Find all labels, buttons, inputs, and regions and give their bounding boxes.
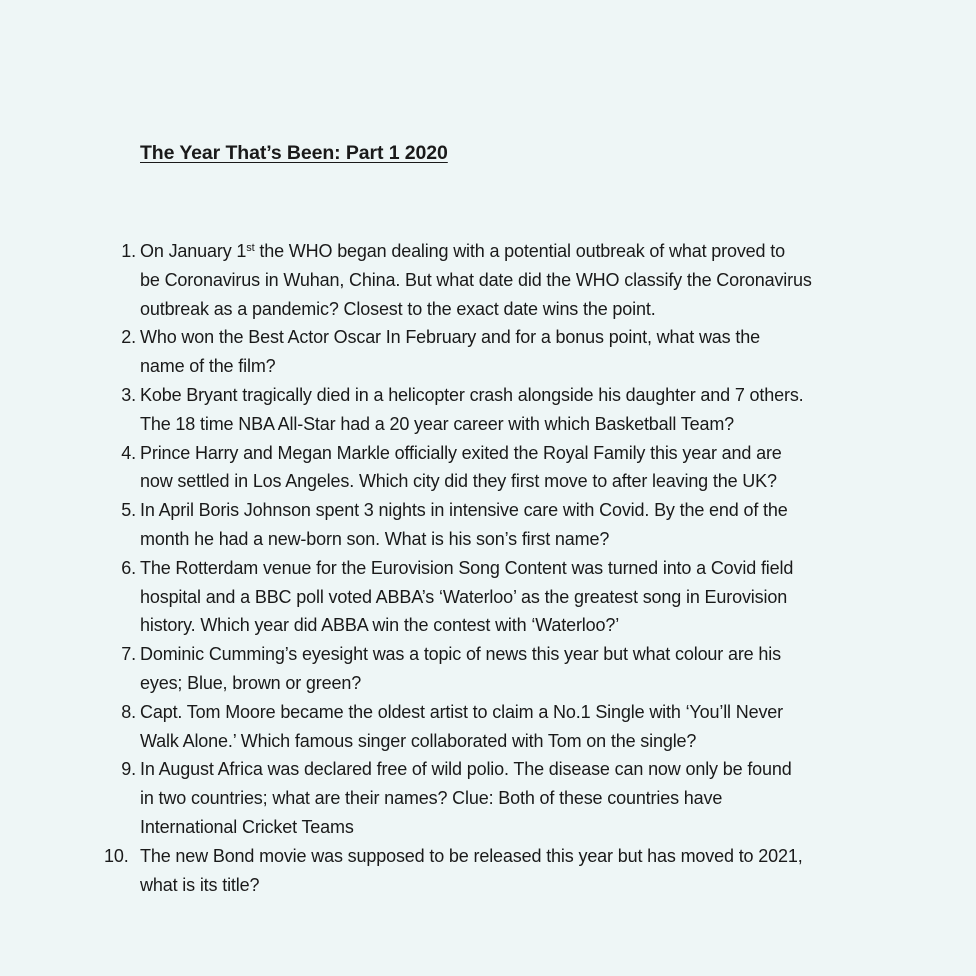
question-text-line: now settled in Los Angeles. Which city did they first move to after leaving the UK? (140, 471, 777, 492)
question-text-line: Kobe Bryant tragically died in a helicopter crash alongside his daughter and 7 others. (140, 384, 804, 405)
question-text-line: hospital and a BBC poll voted ABBA’s ‘Waterloo’ as the greatest song in Eurovision (140, 586, 788, 607)
question-text-line: eyes; Blue, brown or green? (140, 672, 362, 693)
question-list (104, 237, 904, 899)
question-item (104, 842, 904, 900)
question-item (104, 381, 904, 439)
question-text-line: name of the film? (140, 356, 276, 377)
question-text-line: Walk Alone.’ Which famous singer collaborated with Tom on the single? (140, 730, 697, 751)
question-text-line: The Rotterdam venue for the Eurovision Song Content was turned into a Covid field (140, 557, 794, 578)
question-number: 6. (121, 557, 136, 578)
question-item (104, 237, 904, 323)
question-text-line: Who won the Best Actor Oscar In February and for a bonus point, what was the (140, 327, 760, 348)
question-number: 10. (104, 845, 129, 866)
question-number: 9. (121, 759, 136, 780)
question-text-segment: On January 1 (140, 241, 247, 261)
question-text-line: outbreak as a pandemic? Closest to the exact date wins the point. (140, 298, 656, 319)
question-text-line: Capt. Tom Moore became the oldest artist to claim a No.1 Single with ‘You’ll Never (140, 701, 784, 722)
question-text-line: what is its title? (140, 874, 260, 895)
question-number: 8. (121, 701, 136, 722)
document-title: The Year That’s Been: Part 1 2020 (140, 142, 448, 164)
question-text-line: The new Bond movie was supposed to be released this year but has moved to 2021, (140, 845, 803, 866)
question-text-line: In August Africa was declared free of wild polio. The disease can now only be found (140, 759, 792, 780)
question-number: 4. (121, 442, 136, 463)
question-item (104, 323, 904, 381)
question-text-line: In April Boris Johnson spent 3 nights in intensive care with Covid. By the end of the (140, 500, 788, 521)
ordinal-superscript: st (246, 242, 255, 254)
question-text-line: history. Which year did ABBA win the contest with ‘Waterloo?’ (140, 615, 620, 636)
question-text-line: be Coronavirus in Wuhan, China. But what date did the WHO classify the Coronavirus (140, 269, 812, 290)
question-text-line: Prince Harry and Megan Markle officially exited the Royal Family this year and are (140, 442, 782, 463)
question-text-line: The 18 time NBA All-Star had a 20 year career with which Basketball Team? (140, 413, 735, 434)
question-item (104, 698, 904, 756)
question-text-line (140, 237, 904, 266)
question-text-line: International Cricket Teams (140, 816, 354, 837)
question-item (104, 755, 904, 841)
question-item (104, 496, 904, 554)
question-text-line: Dominic Cumming’s eyesight was a topic of news this year but what colour are his (140, 644, 781, 665)
question-item (104, 554, 904, 640)
question-text-line: month he had a new-born son. What is his son’s first name? (140, 528, 610, 549)
question-text-line: in two countries; what are their names? Clue: Both of these countries have (140, 788, 723, 809)
question-item (104, 439, 904, 497)
question-number: 7. (121, 644, 136, 665)
question-number: 3. (121, 384, 136, 405)
question-number: 2. (121, 327, 136, 348)
question-number: 1. (121, 241, 136, 261)
question-item (104, 640, 904, 698)
question-number: 5. (121, 500, 136, 521)
question-text-segment: the WHO began dealing with a potential outbreak of what proved to (254, 241, 785, 261)
